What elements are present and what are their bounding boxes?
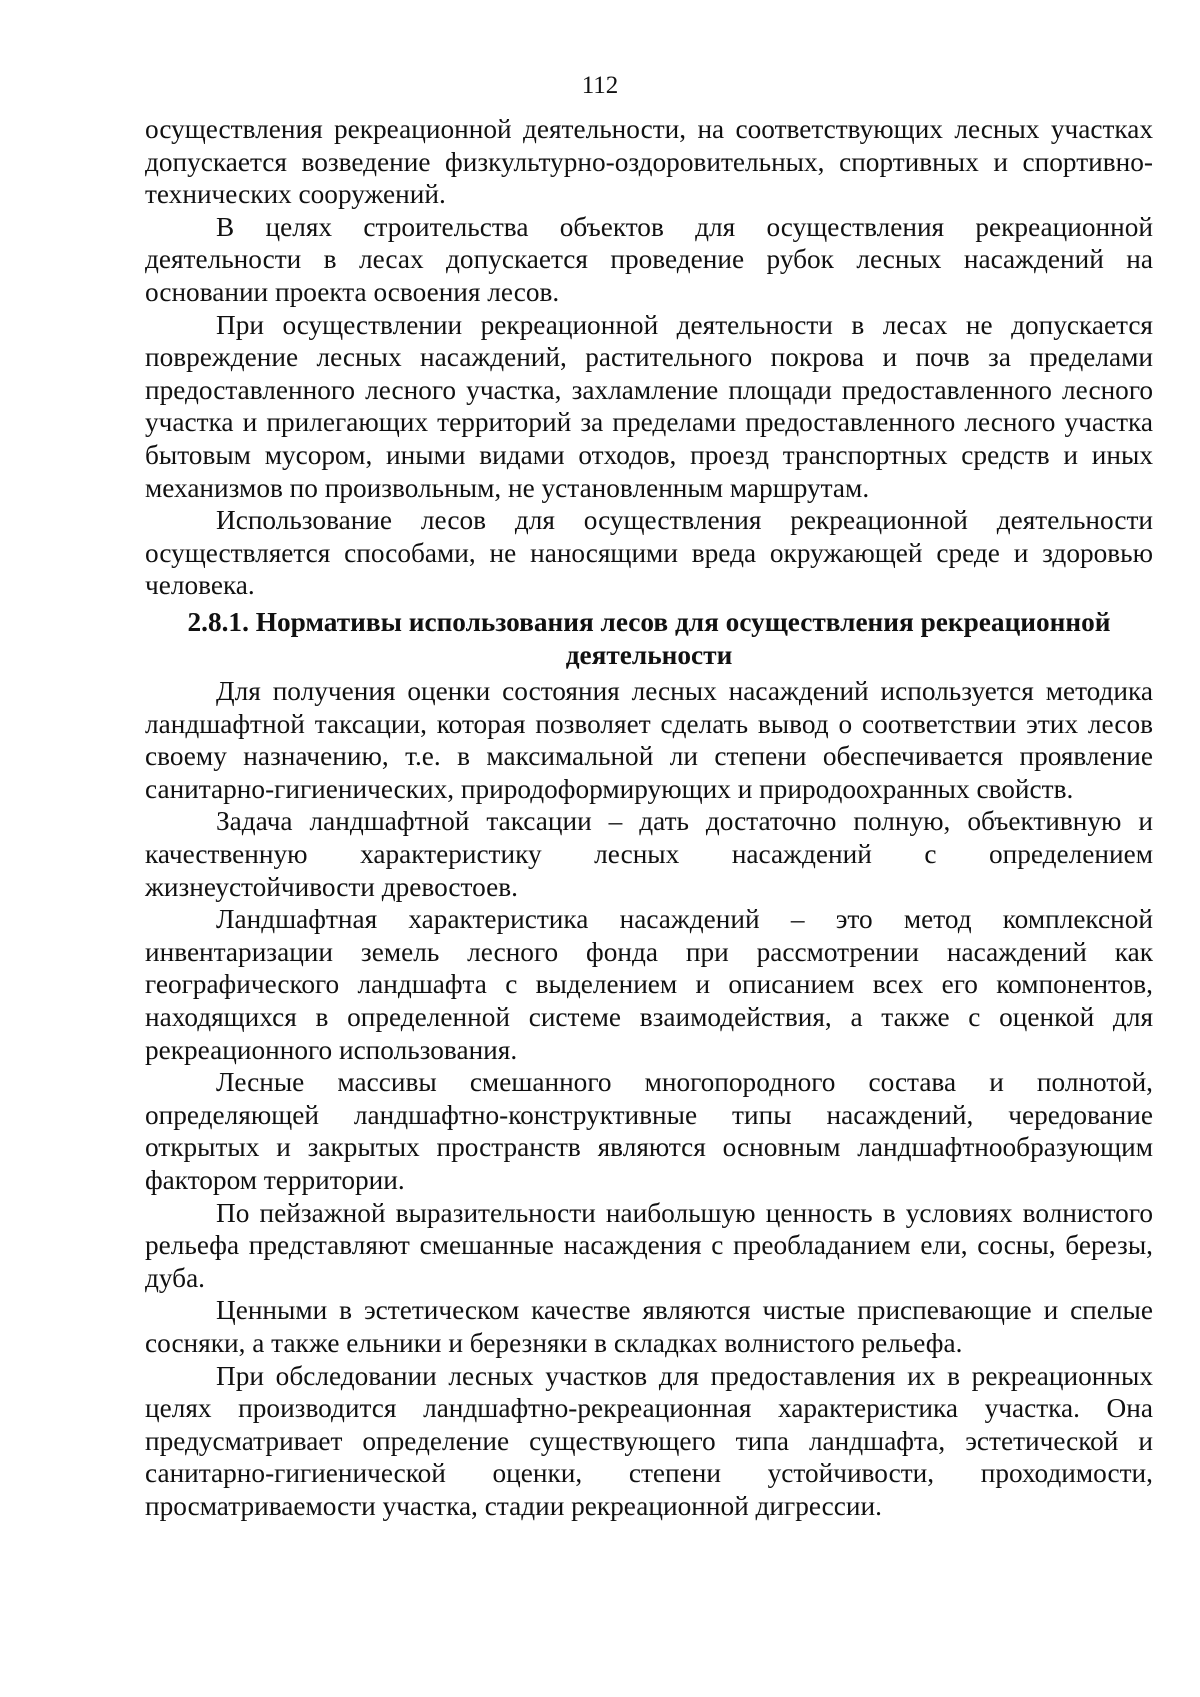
paragraph: Задача ландшафтной таксации – дать достаточно полную, объективную и качественную характеристику лесных насаждений с определением жизнеустойчивости древостоев. [145,806,1153,902]
paragraph: При обследовании лесных участков для предоставления их в рекреационных целях производится ландшафтно-рекреационная характеристика участка. Она предусматривает определение существующего типа ландшафта, эстетической и санитарно-гигиенической оценки, степени устойчивости, проходимости, просматриваемости участка, стадии рекреационной дигрессии. [145,1360,1153,1521]
section-heading: 2.8.1. Нормативы использования лесов для осуществления рекреационной деятельности [187,606,1111,670]
paragraph: Ландшафтная характеристика насаждений – это метод комплексной инвентаризации земель лесного фонда при рассмотрении насаждений как географического ландшафта с выделением и описанием всех его компонентов, находящихся в определенной системе взаимодействия, а также с оценкой для рекреационного использования. [145,904,1153,1065]
paragraph: При осуществлении рекреационной деятельности в лесах не допускается повреждение лесных насаждений, растительного покрова и почв за пределами предоставленного лесного участка, захламление площади предоставленного лесного участка и прилегающих территорий за пределами предоставленного лесного участка бытовым мусором, иными видами отходов, проезд транспортных средств и иных механизмов по произвольным, не установленным маршрутам. [145,309,1153,503]
paragraph: В целях строительства объектов для осуществления рекреационной деятельности в лесах допускается проведение рубок лесных насаждений на основании проекта освоения лесов. [145,211,1153,307]
paragraph-continued: осуществления рекреационной деятельности, на соответствующих лесных участках допускается возведение физкультурно-оздоровительных, спортивных и спортивно-технических сооружений. [145,114,1153,210]
page-number: 112 [581,72,619,99]
paragraph: Ценными в эстетическом качестве являются чистые приспевающие и спелые сосняки, а также ельники и березняки в складках волнистого рельефа. [145,1295,1153,1358]
paragraph: Для получения оценки состояния лесных насаждений используется методика ландшафтной таксации, которая позволяет сделать вывод о соответствии этих лесов своему назначению, т.е. в максимальной ли степени обеспечивается проявление санитарно-гигиенических, природоформирующих и природоохранных свойств. [145,676,1153,804]
paragraph: Использование лесов для осуществления рекреационной деятельности осуществляется способами, не наносящими вреда окружающей среде и здоровью человека. [145,505,1153,601]
paragraph: По пейзажной выразительности наибольшую ценность в условиях волнистого рельефа представляют смешанные насаждения с преобладанием ели, сосны, березы, дуба. [145,1197,1153,1293]
document-body [145,113,1153,1523]
paragraph: Лесные массивы смешанного многопородного состава и полнотой, определяющей ландшафтно-конструктивные типы насаждений, чередование открытых и закрытых пространств являются основным ландшафтнообразующим фактором территории. [145,1067,1153,1195]
